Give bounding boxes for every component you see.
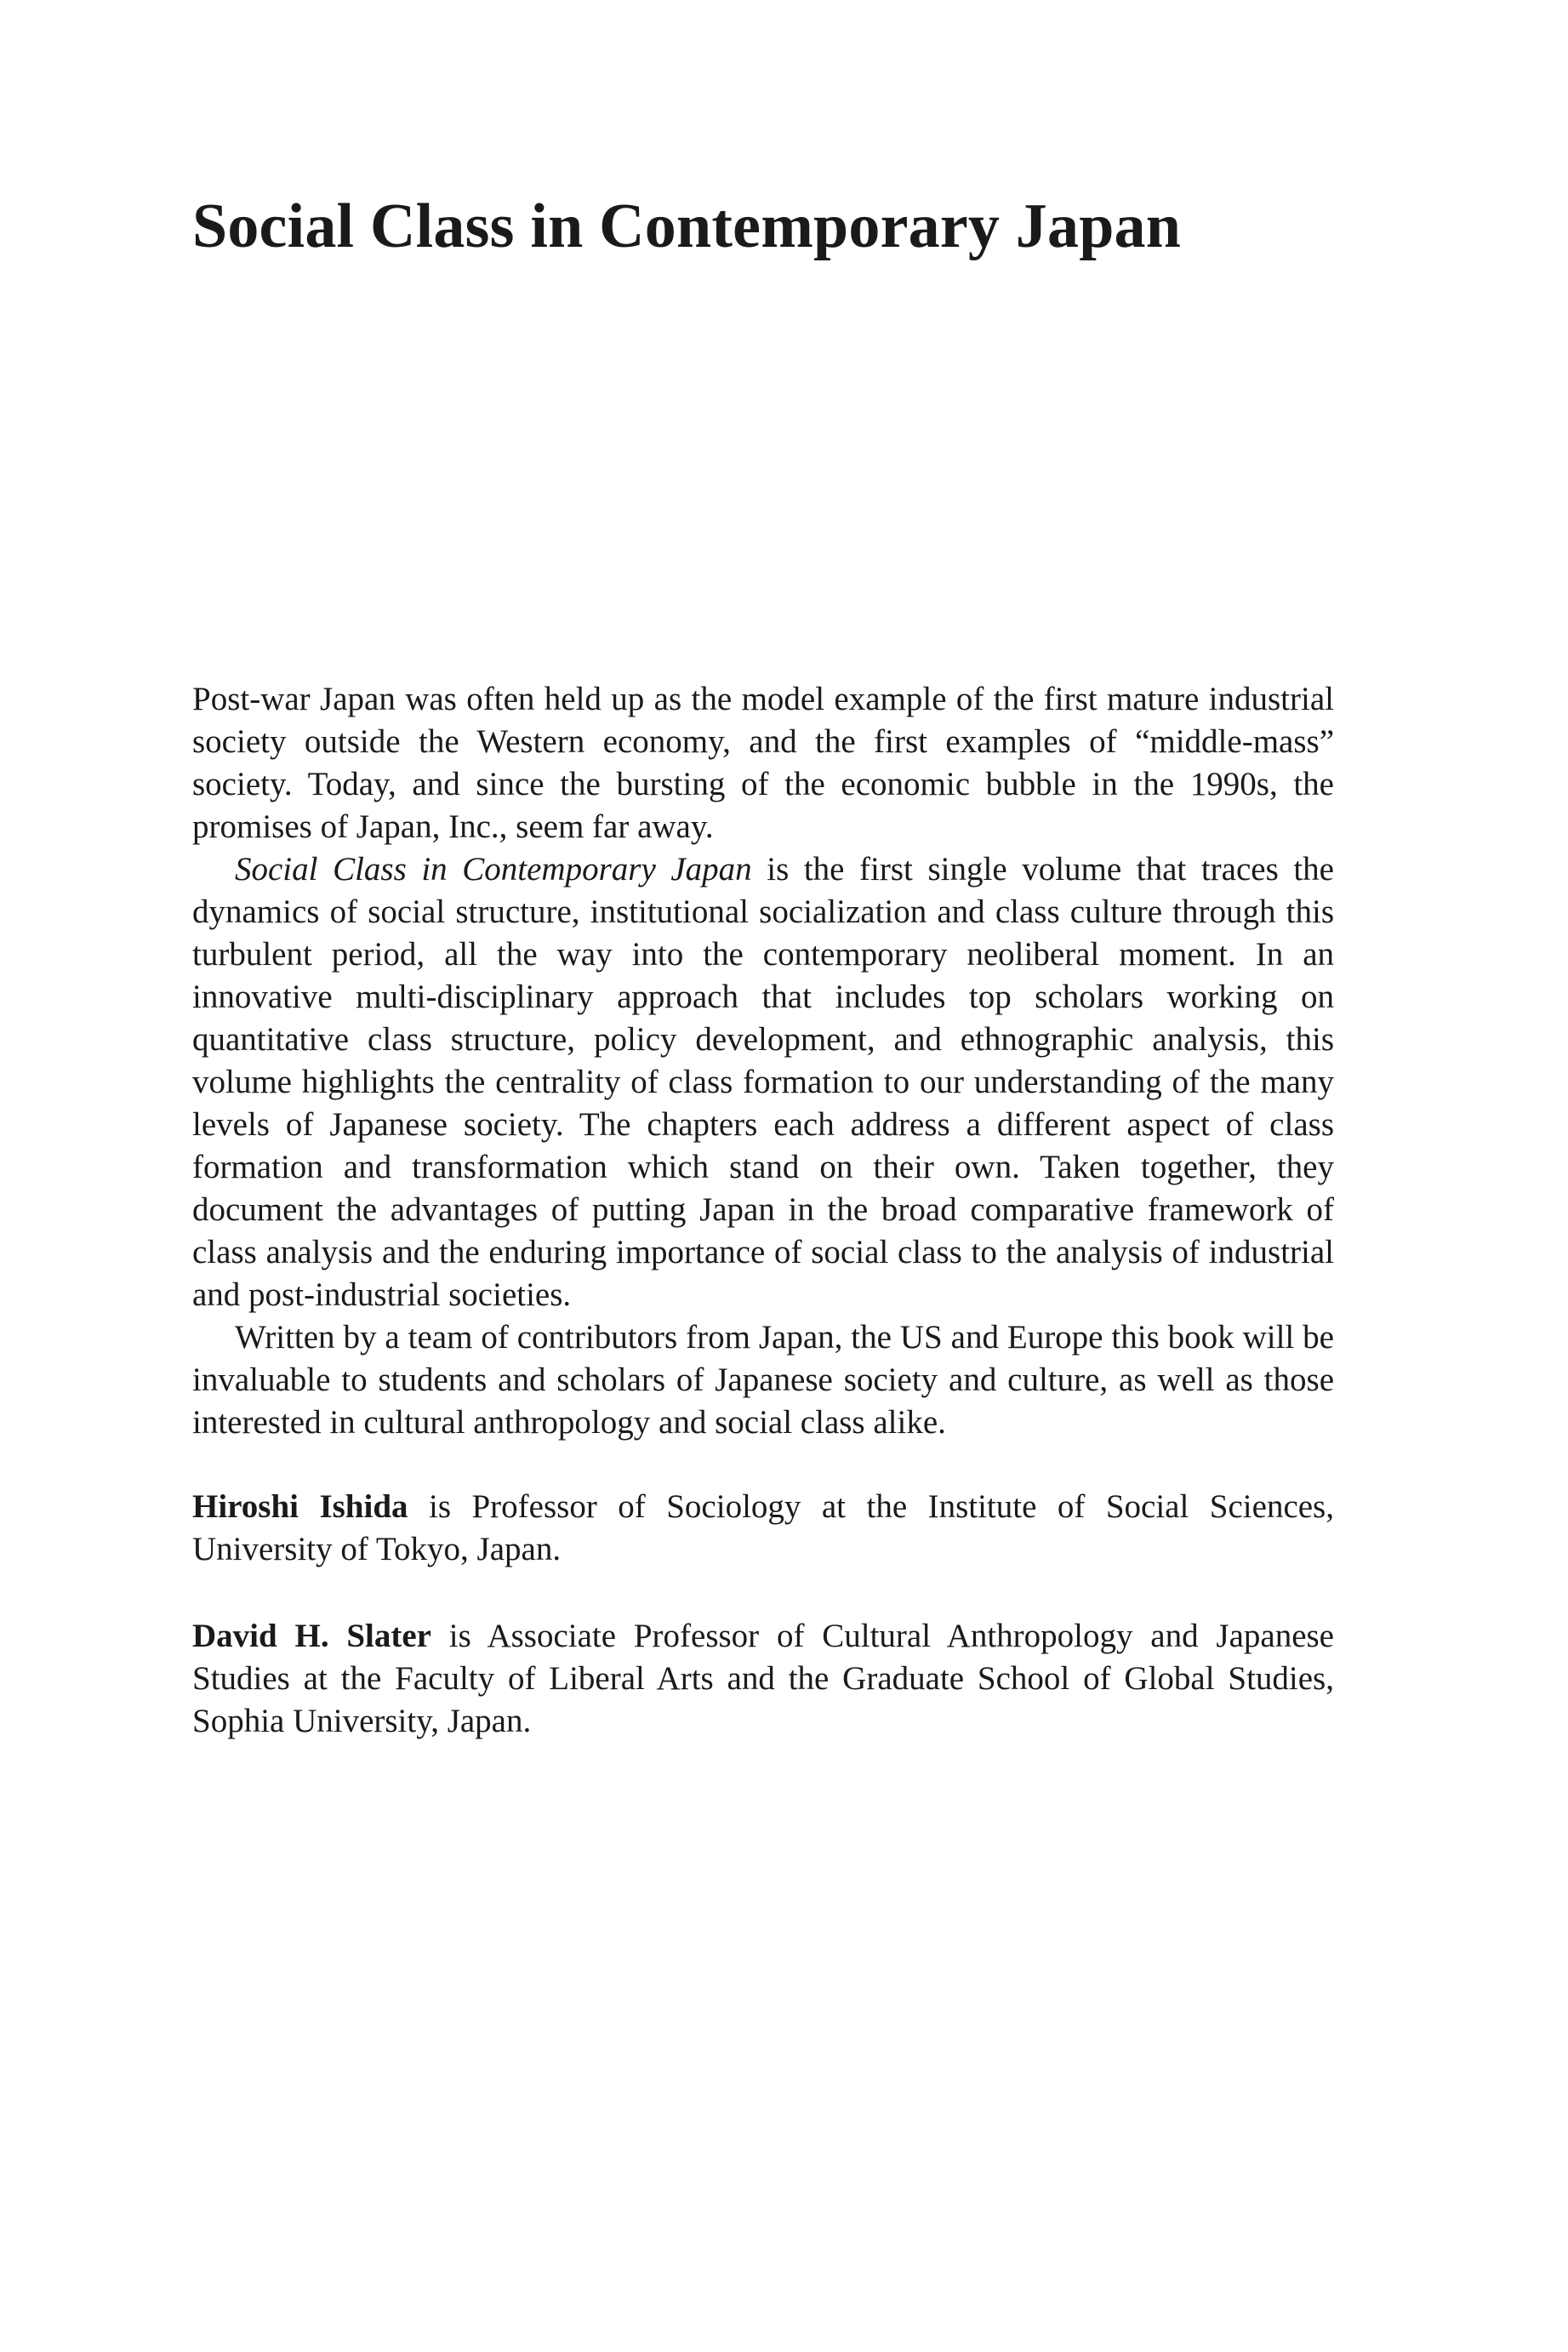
author-name-ishida: Hiroshi Ishida: [192, 1488, 408, 1525]
author-bio-ishida: [192, 1486, 1334, 1571]
book-title: Social Class in Contemporary Japan: [192, 191, 1182, 261]
author-name-slater: David H. Slater: [192, 1618, 431, 1654]
description-paragraph-2: [192, 848, 1334, 1316]
description-paragraph-3: Written by a team of contributors from Japan, the US and Europe this book will be invaluable to students and scholars of Japanese society and culture, as well as those interested in cultural anthropology and social class alike.: [192, 1319, 1334, 1441]
author-bio-text-slater: is Associate Professor of Cultural Anthropology and Japanese Studies at the Faculty of Liberal Arts and the Graduate School of Global Studies, Sophia University, Japan.: [192, 1618, 1334, 1739]
book-title-italic: Social Class in Contemporary Japan: [235, 851, 752, 888]
author-bio-slater: [192, 1615, 1334, 1743]
book-description: [192, 678, 1334, 1444]
author-bio-text-ishida: is Professor of Sociology at the Institute of Social Sciences, University of Tokyo, Japan.: [192, 1488, 1334, 1567]
description-paragraph-1: Post-war Japan was often held up as the model example of the first mature industrial society outside the Western economy, and the first examples of “middle-mass” society. Today, and since the bursting of the economic bubble in the 1990s, the promises of Japan, Inc., seem far away.: [192, 681, 1334, 845]
description-paragraph-2-text: is the first single volume that traces the dynamics of social structure, institutional socialization and class culture through this turbulent period, all the way into the contemporary neoliberal moment. In an innovative multi-disciplinary approach that includes top scholars working on quantitative class structure, policy development, and ethnographic analysis, this volume highlights the centrality of class formation to our understanding of the many levels of Japanese society. The chapters each address a different aspect of class formation and transformation which stand on their own. Taken together, they document the advantages of putting Japan in the broad comparative framework of class analysis and the enduring importance of social class to the analysis of industrial and post-industrial societies.: [192, 851, 1334, 1313]
